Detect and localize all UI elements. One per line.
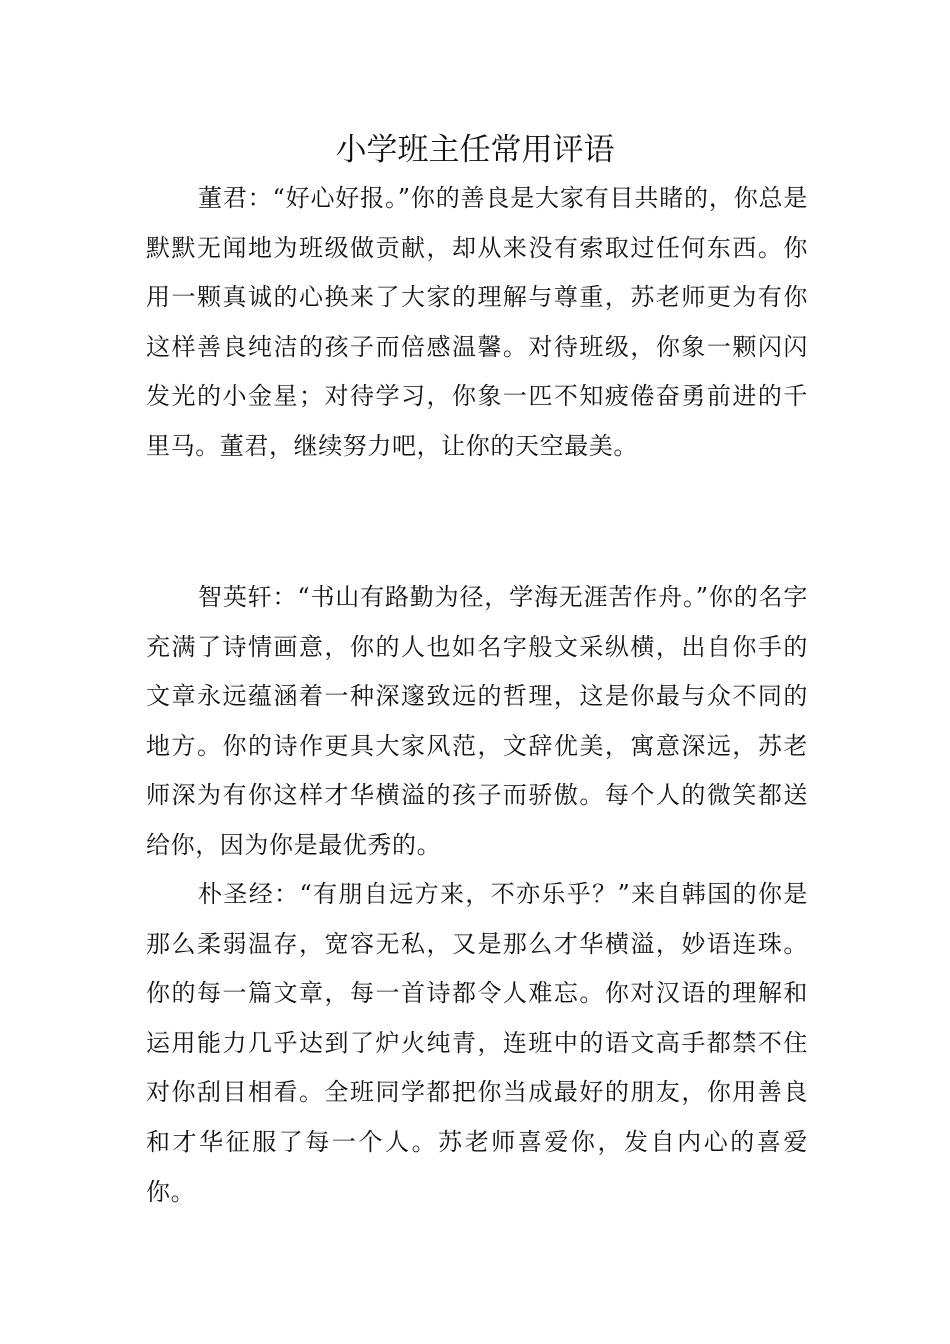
comment-paragraph-zhiyingxuan: 智英轩：“书山有路勤为径，学海无涯苦作舟。”你的名字充满了诗情画意，你的人也如名字般文采纵横，出自你手的文章永远蕴涵着一种深邃致远的哲理，这是你最与众不同的地方。你的诗作更具大家风范，文辞优美，寓意深远，苏老师深为有你这样才华横溢的孩子而骄傲。每个人的微笑都送给你，因为你是最优秀的。 bbox=[146, 583, 808, 859]
comment-paragraph-dongjun: 董君：“好心好报。”你的善良是大家有目共睹的，你总是默默无闻地为班级做贡献，却从来没有索取过任何东西。你用一颗真诚的心换来了大家的理解与尊重，苏老师更为有你这样善良纯洁的孩子而倍感温馨。对待班级，你象一颗闪闪发光的小金星；对待学习，你象一匹不知疲倦奋勇前进的千里马。董君，继续努力吧，让你的天空最美。 bbox=[146, 184, 808, 460]
comment-paragraph-piaoshengjing: 朴圣经：“有朋自远方来，不亦乐乎？”来自韩国的你是那么柔弱温存，宽容无私，又是那么才华横溢，妙语连珠。你的每一篇文章，每一首诗都令人难忘。你对汉语的理解和运用能力几乎达到了炉火纯青，连班中的语文高手都禁不住对你刮目相看。全班同学都把你当成最好的朋友，你用善良和才华征服了每一个人。苏老师喜爱你，发自内心的喜爱你。 bbox=[146, 880, 808, 1206]
document-title: 小学班主任常用评语 bbox=[335, 132, 615, 168]
